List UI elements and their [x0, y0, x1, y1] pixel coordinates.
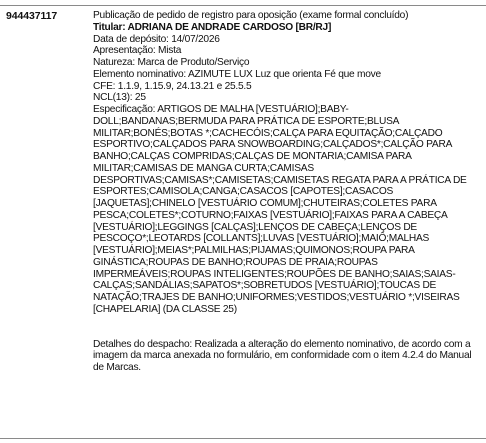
presentation: Apresentação: Mista: [93, 45, 182, 57]
nominative-element: Elemento nominativo: AZIMUTE LUX Luz que orienta Fé que move: [93, 68, 381, 80]
nature: Natureza: Marca de Produto/Serviço: [93, 57, 250, 68]
specification: Especificação: ARTIGOS DE MALHA [VESTUÁRIO];BABY-DOLL;BANDANAS;BERMUDA PARA PRÁTICA DE ESPORTE;BLUSA MILITAR;BONÉS;BOTAS *;CACHECÓIS;CALÇA PARA EQUITAÇÃO;CALÇADO ESPORTIVO;CALÇADOS PARA SNOWBOARDING;CALÇADOS*;CALÇÃO PARA BANHO;CALÇAS COMPRIDAS;CALÇAS DE MONTARIA;CAMISA PARA MILITAR;CAMISAS DE MANGA CURTA;CAMISAS DESPORTIVAS;CAMISAS*;CAMISETAS;CAMISETAS REGATA PARA A PRÁTICA DE ESPORTES;CAMISOLA;CANGA;CASACOS [CAPOTES];CASACOS [JAQUETAS];CHINELO [VESTUÁRIO COMUM];CHUTEIRAS;COLETES PARA PESCA;COLETES*;COTURNO;FAIXAS [VESTUÁRIO];FAIXAS PARA A CABEÇA [VESTUÁRIO];LEGGINGS [CALÇAS];LENÇOS DE CABEÇA;LENÇOS DE PESCOÇO*;LEOTARDS [COLLANTS];LUVAS [VESTUÁRIO];MAIÔ;MALHAS [VESTUÁRIO];MEIAS*;PALMILHAS;PIJAMAS;QUIMONOS;ROUPA PARA GINÁSTICA;ROUPAS DE BANHO;ROUPAS DE PRAIA;ROUPAS IMPERMEÁVEIS;ROUPAS INTELIGENTES;ROUPÕES DE BANHO;SAIAS;SAIAS-CALÇAS;SANDÁLIAS;SAPATOS*;SOBRETUDOS [VESTUÁRIO];TOUCAS DE NATAÇÃO;TRAJES DE BANHO;UNIFORMES;VESTIDOS;VESTUÁRIO *;VISEIRAS [CHAPELARIA] (DA CLASSE 25): [93, 104, 467, 315]
dispatch-details: Detalhes do despacho: Realizada a alteração do elemento nominativo, de acordo com a imagem da marca anexada no formulário, em conformidade com o item 4.2.4 do Manual de Marcas.: [93, 338, 472, 373]
process-number: 944437117: [6, 10, 58, 22]
cfe-codes: CFE: 1.1.9, 1.15.9, 24.13.21 e 25.5.5: [93, 80, 252, 92]
top-divider: [0, 5, 486, 6]
dispatch-entry: [93, 10, 479, 374]
deposit-date: Data de depósito: 14/07/2026: [93, 33, 220, 45]
ncl-class: NCL(13): 25: [93, 92, 146, 104]
titular: Titular: ADRIANA DE ANDRADE CARDOSO [BR/RJ]: [93, 21, 332, 33]
bottom-divider: [0, 438, 486, 439]
section-gap: [93, 316, 479, 339]
dispatch-title: Publicação de pedido de registro para oposição (exame formal concluído): [93, 10, 409, 21]
